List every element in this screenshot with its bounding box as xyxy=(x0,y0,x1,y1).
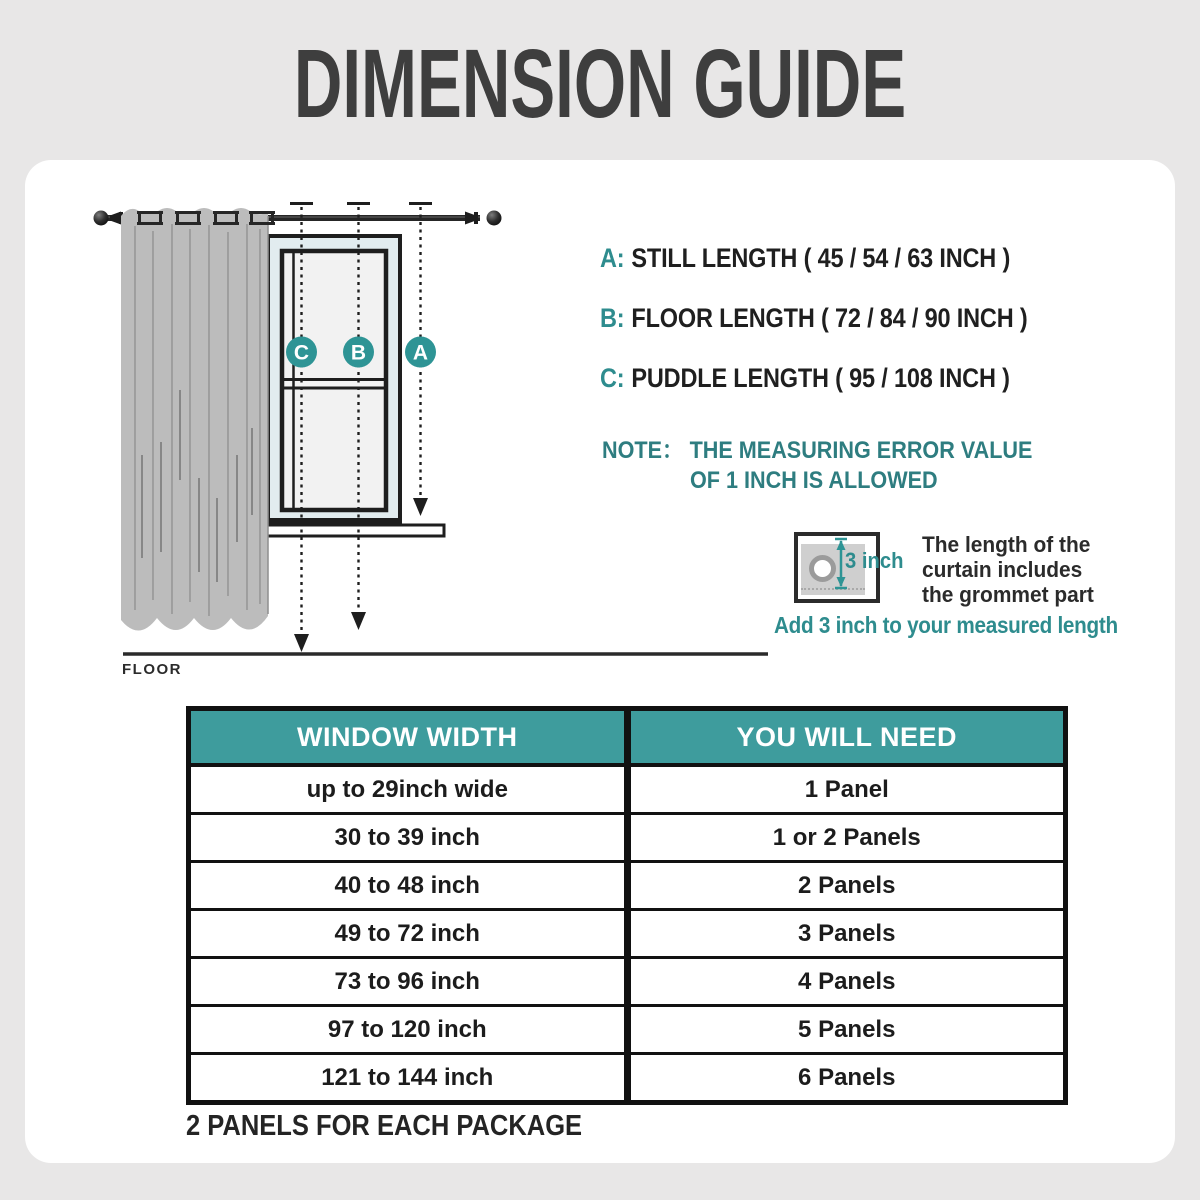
curtain-panel xyxy=(121,208,268,631)
package-note: 2 PANELS FOR EACH PACKAGE xyxy=(186,1110,583,1142)
table-row xyxy=(191,1007,1063,1055)
length-c-line xyxy=(600,363,1010,394)
row-width: 97 to 120 inch xyxy=(191,1007,631,1052)
row-width: 49 to 72 inch xyxy=(191,911,631,956)
panel-count-table xyxy=(186,706,1068,1105)
rod-finial-right xyxy=(487,211,502,226)
row-width: 73 to 96 inch xyxy=(191,959,631,1004)
grommet-description: The length of the curtain includes the grommet part xyxy=(922,532,1094,607)
row-need: 2 Panels xyxy=(798,871,896,899)
measure-markers xyxy=(286,337,436,368)
table-row xyxy=(191,815,1063,863)
length-b-text: FLOOR LENGTH ( 72 / 84 / 90 INCH ) xyxy=(631,303,1028,333)
table-row xyxy=(191,959,1063,1007)
length-c-text: PUDDLE LENGTH ( 95 / 108 INCH ) xyxy=(631,363,1010,393)
marker-a-label: A xyxy=(412,341,429,365)
length-b-key: B: xyxy=(600,303,625,333)
length-a-line xyxy=(600,243,1010,274)
table-row xyxy=(191,911,1063,959)
header-window-width: WINDOW WIDTH xyxy=(191,711,631,763)
grommet-measure-label: 3 inch xyxy=(845,548,904,573)
length-c-key: C: xyxy=(600,363,625,393)
length-a-text: STILL LENGTH ( 45 / 54 / 63 INCH ) xyxy=(631,243,1011,273)
row-need: 6 Panels xyxy=(798,1063,896,1091)
marker-b-label: B xyxy=(350,341,367,365)
row-need: 5 Panels xyxy=(798,1015,896,1043)
grommet-ring-icon xyxy=(809,555,836,582)
row-need: 1 Panel xyxy=(804,775,889,803)
row-need: 1 or 2 Panels xyxy=(772,823,921,851)
table-header-row xyxy=(191,711,1063,767)
table-row xyxy=(191,1055,1063,1100)
length-b-line xyxy=(600,303,1027,334)
marker-c-label: C xyxy=(293,341,310,365)
row-width: up to 29inch wide xyxy=(191,767,631,812)
row-width: 121 to 144 inch xyxy=(191,1055,631,1100)
window-sill xyxy=(264,525,444,536)
row-need: 4 Panels xyxy=(798,967,896,995)
row-need: 3 Panels xyxy=(798,919,896,947)
note-line-2: OF 1 INCH IS ALLOWED xyxy=(690,467,938,494)
window xyxy=(264,236,444,536)
header-you-will-need: YOU WILL NEED xyxy=(631,711,1064,763)
page-title: DIMENSION GUIDE xyxy=(293,29,907,138)
floor-label: FLOOR xyxy=(122,661,182,678)
rod-finial-left xyxy=(94,211,109,226)
table-row xyxy=(191,767,1063,815)
row-width: 30 to 39 inch xyxy=(191,815,631,860)
length-a-key: A: xyxy=(600,243,625,273)
row-width: 40 to 48 inch xyxy=(191,863,631,908)
grommet-tip: Add 3 inch to your measured length xyxy=(774,612,1118,638)
table-row xyxy=(191,863,1063,911)
note-line-1: NOTE： THE MEASURING ERROR VALUE xyxy=(602,437,1033,464)
